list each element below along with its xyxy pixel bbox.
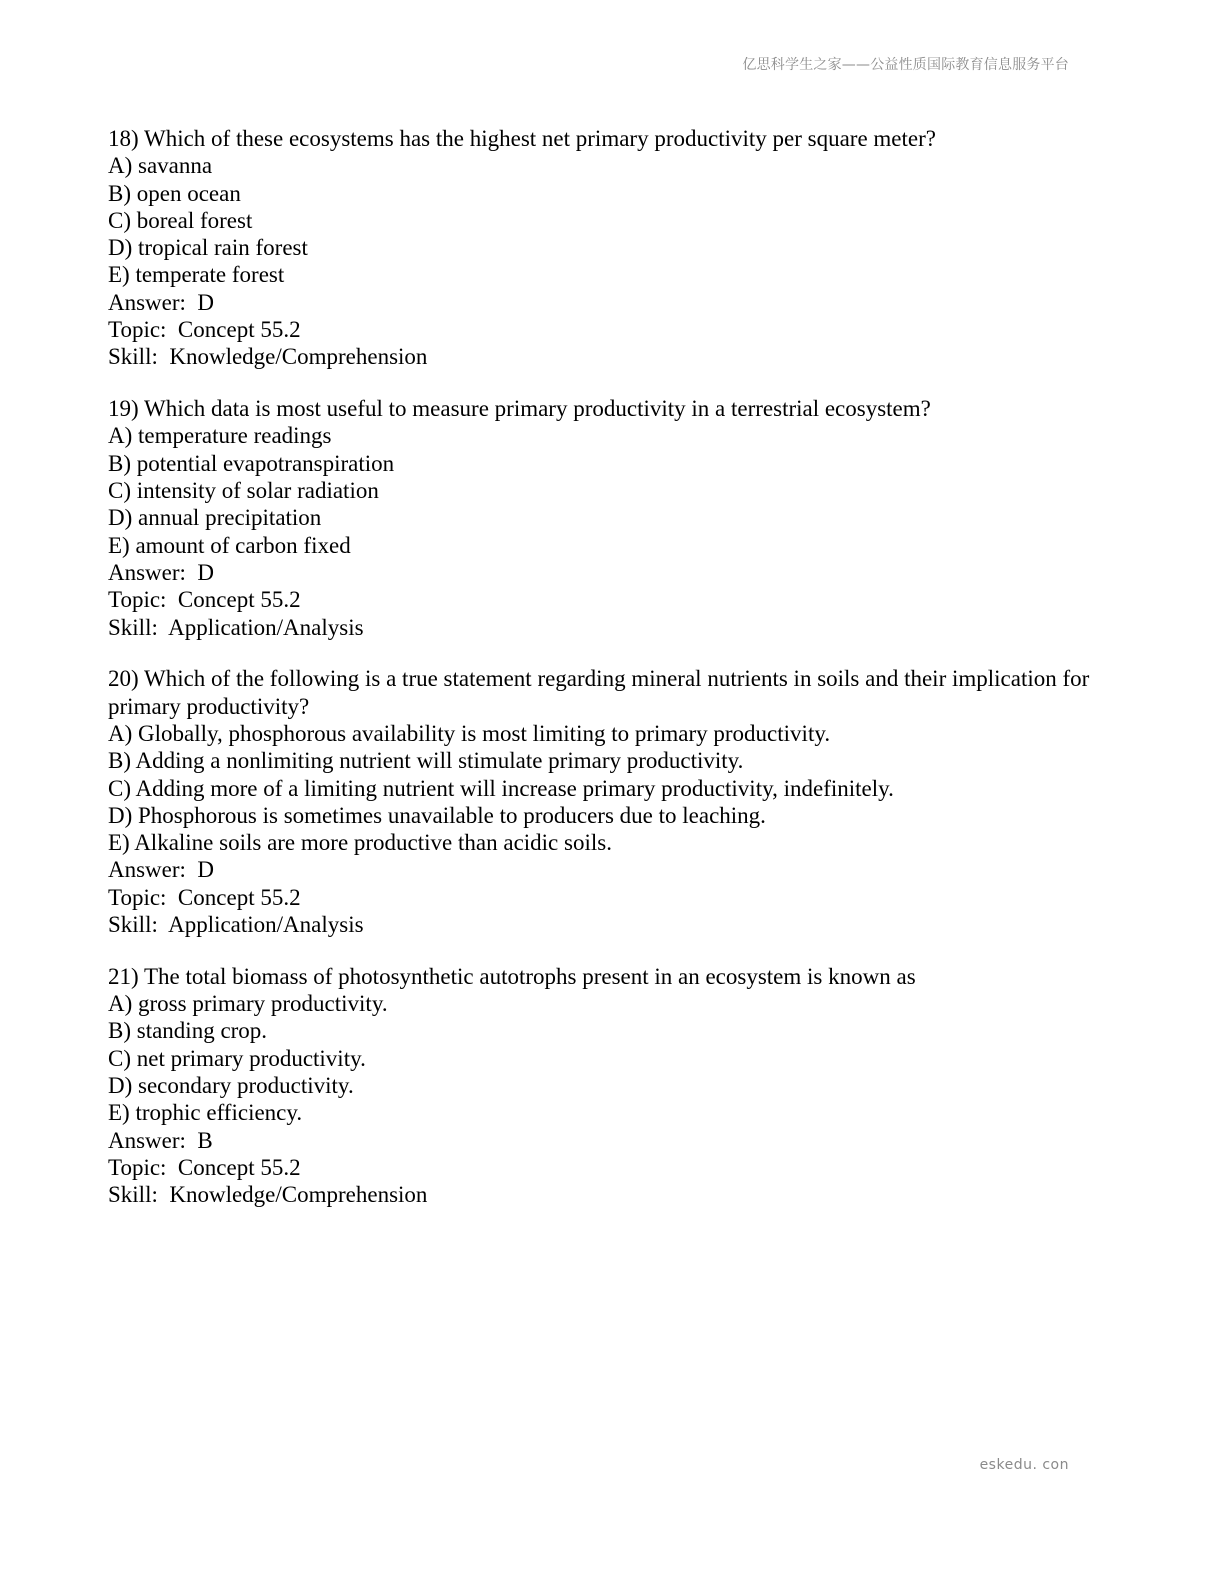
option-d: D) Phosphorous is sometimes unavailable to producers due to leaching. bbox=[108, 802, 766, 828]
skill-line: Skill: Knowledge/Comprehension bbox=[108, 1182, 428, 1208]
answer-line: Answer: D bbox=[108, 559, 215, 585]
page-footer: eskedu. con bbox=[979, 1457, 1069, 1473]
option-a: A) Globally, phosphorous availability is most limiting to primary productivity. bbox=[108, 720, 831, 746]
skill-line: Skill: Application/Analysis bbox=[108, 614, 364, 640]
option-b: B) Adding a nonlimiting nutrient will stimulate primary productivity. bbox=[108, 748, 744, 774]
topic-line: Topic: Concept 55.2 bbox=[108, 587, 301, 613]
option-c: C) boreal forest bbox=[108, 207, 253, 233]
answer-line: Answer: D bbox=[108, 857, 215, 883]
question-18 bbox=[108, 125, 1108, 371]
option-d: D) annual precipitation bbox=[108, 505, 322, 531]
option-b: B) standing crop. bbox=[108, 1018, 268, 1044]
topic-line: Topic: Concept 55.2 bbox=[108, 884, 301, 910]
option-a: A) gross primary productivity. bbox=[108, 991, 388, 1017]
option-b: B) potential evapotranspiration bbox=[108, 450, 395, 476]
question-21 bbox=[108, 963, 1108, 1209]
option-c: C) Adding more of a limiting nutrient will increase primary productivity, indefinitely. bbox=[108, 775, 894, 801]
answer-line: Answer: B bbox=[108, 1127, 213, 1153]
option-c: C) net primary productivity. bbox=[108, 1045, 366, 1071]
option-e: E) Alkaline soils are more productive than acidic soils. bbox=[108, 830, 612, 856]
question-20 bbox=[108, 665, 1108, 938]
option-b: B) open ocean bbox=[108, 180, 241, 206]
skill-line: Skill: Application/Analysis bbox=[108, 912, 364, 938]
answer-line: Answer: D bbox=[108, 289, 215, 315]
question-stem: 21) The total biomass of photosynthetic autotrophs present in an ecosystem is known as bbox=[108, 963, 916, 989]
question-19 bbox=[108, 395, 1108, 641]
question-stem: 18) Which of these ecosystems has the highest net primary productivity per square meter? bbox=[108, 126, 936, 151]
topic-line: Topic: Concept 55.2 bbox=[108, 317, 301, 343]
option-e: E) amount of carbon fixed bbox=[108, 532, 351, 558]
option-a: A) temperature readings bbox=[108, 423, 332, 449]
option-c: C) intensity of solar radiation bbox=[108, 478, 379, 504]
option-d: D) secondary productivity. bbox=[108, 1073, 354, 1098]
option-e: E) temperate forest bbox=[108, 262, 285, 288]
option-d: D) tropical rain forest bbox=[108, 235, 308, 261]
topic-line: Topic: Concept 55.2 bbox=[108, 1154, 301, 1180]
page-header: 亿思科学生之家——公益性质国际教育信息服务平台 bbox=[742, 57, 1069, 73]
question-stem: 19) Which data is most useful to measure primary productivity in a terrestrial ecosystem? bbox=[108, 396, 931, 422]
skill-line: Skill: Knowledge/Comprehension bbox=[108, 344, 428, 370]
option-a: A) savanna bbox=[108, 153, 213, 179]
option-e: E) trophic efficiency. bbox=[108, 1100, 303, 1126]
question-list bbox=[108, 125, 1108, 1233]
question-stem: 20) Which of the following is a true statement regarding mineral nutrients in soils and their implication for primary productivity? bbox=[108, 666, 1096, 719]
